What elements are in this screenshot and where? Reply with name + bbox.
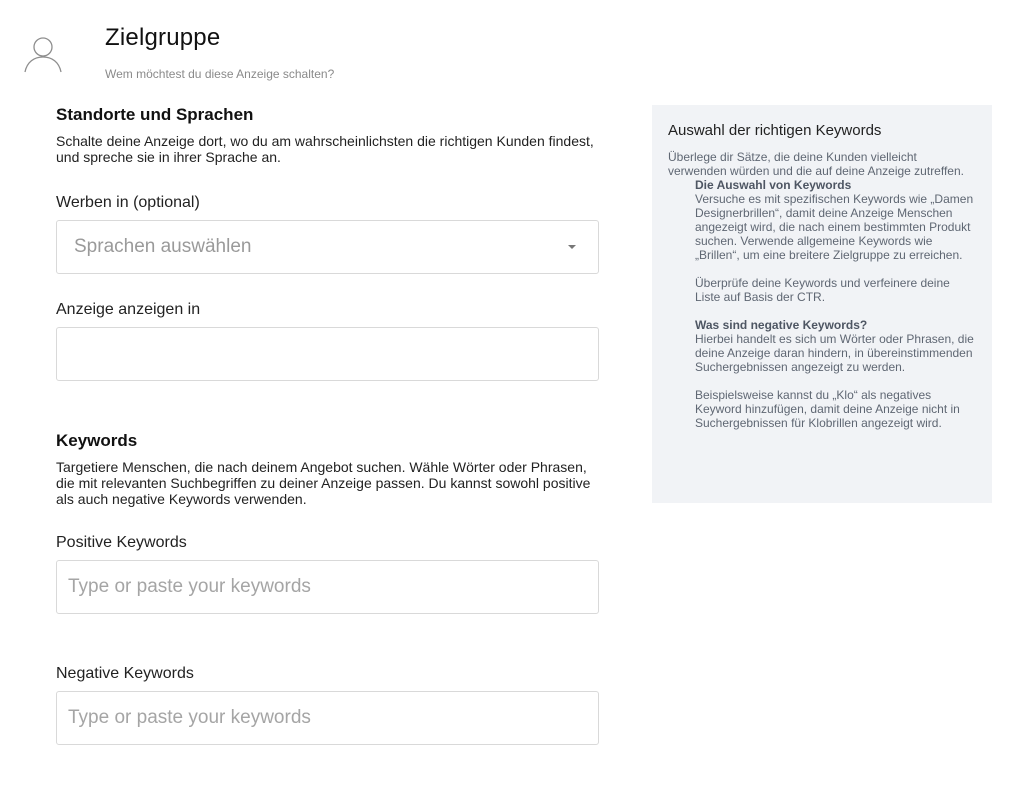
tips-negative-heading: Was sind negative Keywords? [695,318,868,332]
locations-section-description: Schalte deine Anzeige dort, wo du am wahrscheinlichsten die richtigen Kunden findest, und spreche sie in ihrer Sprache an. [56,133,594,165]
show-ad-in-input[interactable] [57,328,598,380]
negative-keywords-input[interactable] [57,692,598,744]
show-ad-in-label: Anzeige anzeigen in [56,301,201,318]
negative-keywords-label: Negative Keywords [56,665,194,682]
negative-keywords-field[interactable] [56,691,599,745]
tips-negative-text: Hierbei handelt es sich um Wörter oder Phrasen, die deine Anzeige daran hindern, in übereinstimmenden Suchergebnissen angezeigt zu werden. [695,332,974,374]
keywords-section-title: Keywords [56,431,138,450]
show-ad-in-field[interactable] [56,327,599,381]
locations-section-title: Standorte und Sprachen [56,105,254,124]
positive-keywords-field[interactable] [56,560,599,614]
user-icon [23,34,63,74]
targeting-form [56,105,601,745]
page-title: Zielgruppe [105,24,221,51]
language-select[interactable] [56,220,599,274]
tips-review-text: Überprüfe deine Keywords und verfeinere deine Liste auf Basis der CTR. [695,276,950,304]
page-header [0,0,600,100]
advertise-in-label: Werben in (optional) [56,194,200,211]
keyword-tips-panel [652,105,992,503]
tips-title: Auswahl der richtigen Keywords [668,122,882,139]
keywords-section-description: Targetiere Menschen, die nach deinem Angebot suchen. Wähle Wörter oder Phrasen, die mit relevanten Suchbegriffen zu deiner Anzeige passen. Du kannst sowohl positive als auch negative Keywords verwenden. [56,459,591,507]
language-select-placeholder: Sprachen auswählen [74,236,252,257]
tips-choice-heading: Die Auswahl von Keywords [695,178,852,192]
positive-keywords-input[interactable] [57,561,598,613]
tips-intro: Überlege dir Sätze, die deine Kunden vielleicht verwenden würden und die auf deine Anzeige zutreffen. [668,150,964,178]
caret-down-icon [568,245,576,249]
tips-example-text: Beispielsweise kannst du „Klo“ als negatives Keyword hinzufügen, damit deine Anzeige nicht in Suchergebnissen für Klobrillen angezeigt wird. [695,388,960,430]
page-subtitle: Wem möchtest du diese Anzeige schalten? [105,67,335,81]
positive-keywords-label: Positive Keywords [56,534,187,551]
tips-choice-text: Versuche es mit spezifischen Keywords wie „Damen Designerbrillen“, damit deine Anzeige Menschen angezeigt wird, die nach einem bestimmten Produkt suchen. Verwende allgemeine Keywords wie „Brillen“, um eine breitere Zielgruppe zu erreichen. [695,192,974,262]
